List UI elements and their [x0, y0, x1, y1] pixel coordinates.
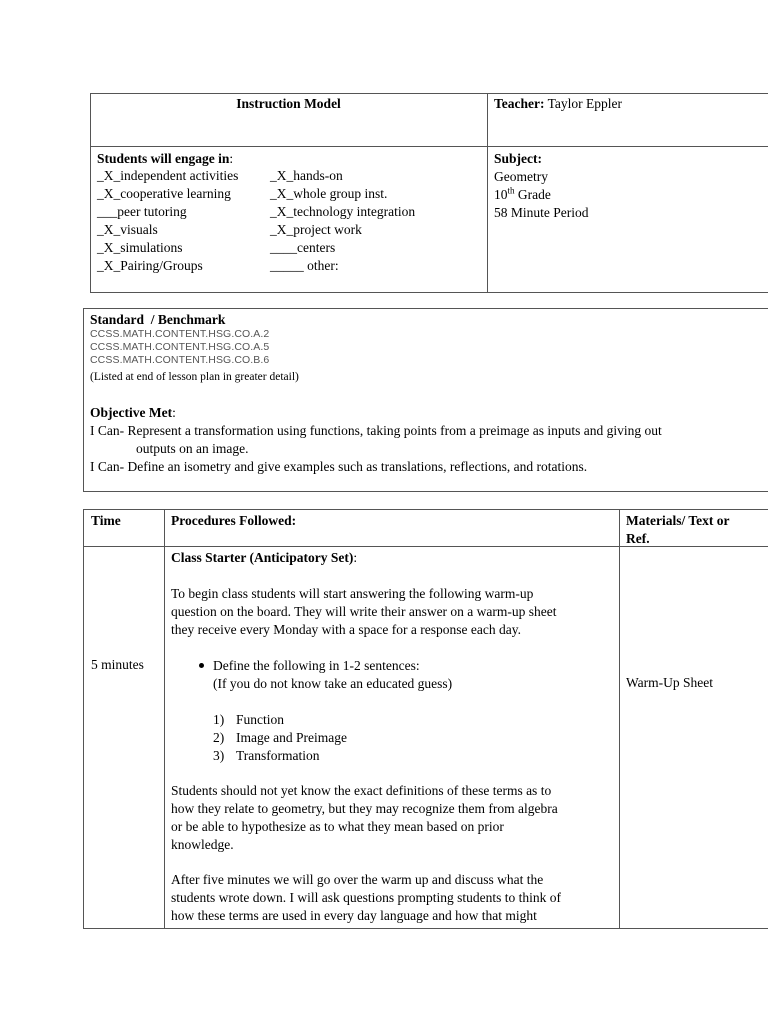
- paragraph-line: Students should not yet know the exact definitions of these terms as to: [171, 783, 552, 798]
- materials-value: Warm-Up Sheet: [626, 675, 714, 690]
- paragraph-2: [171, 782, 558, 854]
- numbered-list: [213, 711, 347, 765]
- engage-item: _X_Pairing/Groups: [97, 258, 203, 273]
- standard-code: CCSS.MATH.CONTENT.HSG.CO.A.5: [90, 341, 270, 353]
- students-engage-colon: :: [229, 151, 234, 166]
- procedure-col-divider-2: [619, 509, 620, 929]
- grade-suffix: th: [507, 185, 515, 196]
- standard-code: CCSS.MATH.CONTENT.HSG.CO.B.6: [90, 354, 270, 366]
- paragraph-3: [171, 871, 561, 925]
- engage-item: _X_independent activities: [97, 168, 239, 183]
- col-header-procedures: Procedures Followed:: [171, 513, 297, 528]
- col-header-materials-line1: Materials/ Text or: [626, 513, 730, 528]
- engage-item: _X_project work: [270, 222, 362, 237]
- standard-heading: Standard / Benchmark: [90, 312, 226, 327]
- numbered-item: [213, 747, 347, 765]
- engage-item: _X_cooperative learning: [97, 186, 231, 201]
- paragraph-line: knowledge.: [171, 837, 234, 852]
- paragraph-line: or be able to hypothesize as to what they mean based on prior: [171, 819, 504, 834]
- teacher-name: Taylor Eppler: [544, 96, 623, 111]
- class-starter-heading: [171, 549, 357, 567]
- grade-number: 10: [494, 187, 508, 202]
- paragraph-line: how these terms are used in every day language and how that might: [171, 908, 537, 923]
- paragraph-line: After five minutes we will go over the warm up and discuss what the: [171, 872, 544, 887]
- numbered-item: [213, 729, 347, 747]
- engage-item: ___peer tutoring: [97, 204, 187, 219]
- engage-item: _X_hands-on: [270, 168, 343, 183]
- engage-item: _____ other:: [270, 258, 339, 273]
- instruction-model-heading: Instruction Model: [236, 96, 341, 111]
- paragraph-line: question on the board. They will write their answer on a warm-up sheet: [171, 604, 557, 619]
- paragraph-line: To begin class students will start answering the following warm-up: [171, 586, 534, 601]
- paragraph-line: how they relate to geometry, but they may recognize them from algebra: [171, 801, 558, 816]
- subject-period: 58 Minute Period: [494, 205, 589, 220]
- objective-line-1: I Can- Represent a transformation using functions, taking points from a preimage as inputs and giving out: [90, 423, 662, 438]
- bullet-dot-icon: [199, 663, 204, 668]
- table-divider-horizontal: [90, 146, 768, 147]
- students-engage-label: Students will engage in: [97, 151, 230, 166]
- objective-label: Objective Met: [90, 405, 173, 420]
- engage-right-list: [270, 167, 415, 275]
- intro-paragraph: [171, 585, 557, 639]
- bullet-item: [213, 657, 452, 693]
- engage-item: _X_simulations: [97, 240, 183, 255]
- standard-code: CCSS.MATH.CONTENT.HSG.CO.A.2: [90, 328, 270, 340]
- students-engage-heading: [97, 150, 233, 168]
- objective-line-2: I Can- Define an isometry and give examples such as translations, reflections, and rotations.: [90, 459, 588, 474]
- objective-line-1-cont: outputs on an image.: [136, 441, 249, 456]
- numbered-text: Function: [236, 712, 285, 727]
- class-starter-colon: :: [353, 550, 358, 565]
- engage-item: _X_visuals: [97, 222, 158, 237]
- subject-grade: [494, 186, 589, 204]
- engage-item: ____centers: [270, 240, 336, 255]
- time-value: 5 minutes: [91, 657, 144, 672]
- numbered-marker: 2): [213, 730, 225, 745]
- col-header-time: Time: [91, 513, 121, 528]
- engage-left-list: [97, 167, 238, 275]
- standard-codes: [90, 328, 269, 367]
- standard-note: (Listed at end of lesson plan in greater detail): [90, 371, 299, 383]
- teacher-label: Teacher:: [494, 96, 545, 111]
- col-header-materials-line2: Ref.: [626, 531, 650, 546]
- numbered-text: Transformation: [236, 748, 320, 763]
- engage-item: _X_whole group inst.: [270, 186, 388, 201]
- engage-item: _X_technology integration: [270, 204, 416, 219]
- numbered-marker: 1): [213, 712, 225, 727]
- numbered-text: Image and Preimage: [236, 730, 347, 745]
- numbered-marker: 3): [213, 748, 225, 763]
- paragraph-line: students wrote down. I will ask questions prompting students to think of: [171, 890, 561, 905]
- bullet-line: Define the following in 1-2 sentences:: [213, 658, 420, 673]
- procedure-table: [83, 509, 768, 929]
- table-divider-vertical: [487, 93, 488, 293]
- numbered-item: [213, 711, 347, 729]
- paragraph-line: they receive every Monday with a space for a response each day.: [171, 622, 521, 637]
- teacher-cell: [494, 95, 622, 113]
- class-starter-label: Class Starter (Anticipatory Set): [171, 550, 354, 565]
- subject-label: Subject:: [494, 151, 542, 166]
- subject-geometry: Geometry: [494, 169, 548, 184]
- procedure-col-divider-1: [164, 509, 165, 929]
- objective-heading: [90, 404, 176, 422]
- subject-cell: [494, 150, 589, 222]
- grade-word: Grade: [514, 187, 551, 202]
- objective-colon: :: [172, 405, 176, 420]
- bullet-line: (If you do not know take an educated guess): [213, 676, 453, 691]
- col-header-materials: [626, 512, 729, 548]
